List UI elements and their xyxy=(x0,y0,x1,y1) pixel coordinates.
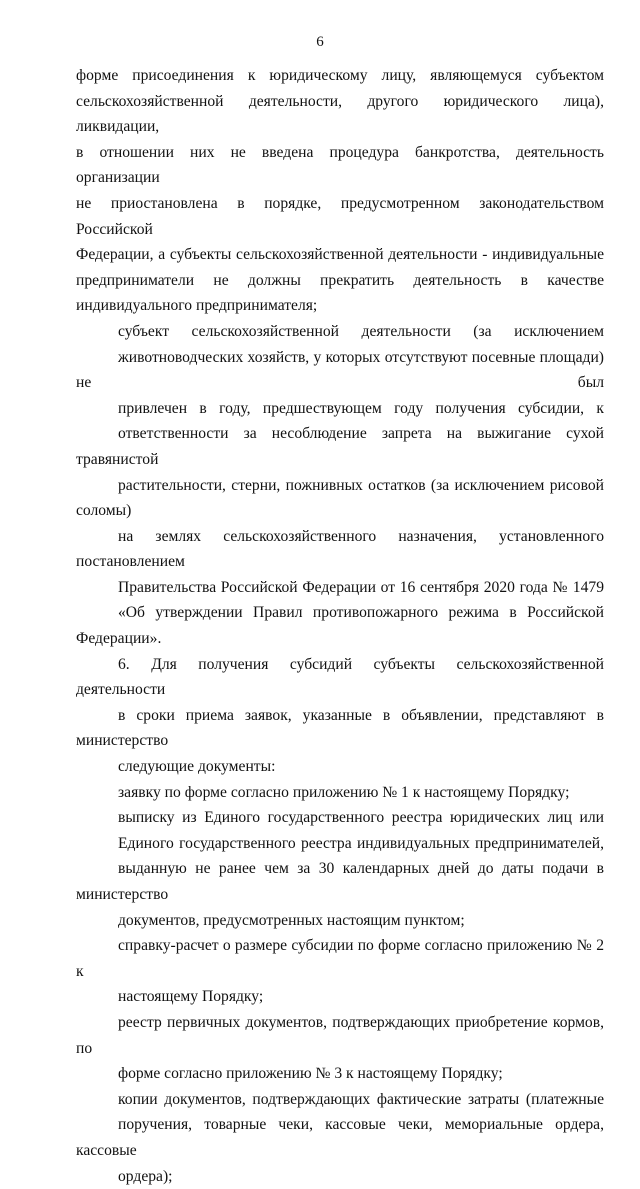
text-line: форме согласно приложению № 3 к настоящему Порядку; xyxy=(118,1065,503,1083)
paragraph xyxy=(76,319,604,652)
text-line: реестр первичных документов, подтверждающих приобретение кормов, по xyxy=(76,1013,604,1057)
text-line: предприниматели не должны прекратить деятельность в качестве xyxy=(76,271,604,289)
document-body xyxy=(76,63,604,1189)
text-line: Федерации, а субъекты сельскохозяйственной деятельности - индивидуальные xyxy=(76,246,604,264)
text-line: копии документов, подтверждающих фактические затраты (платежные xyxy=(118,1090,604,1108)
text-line: документов, предусмотренных настоящим пунктом; xyxy=(118,911,465,929)
paragraph xyxy=(76,63,604,319)
paragraph xyxy=(76,1087,604,1189)
paragraph xyxy=(76,805,604,933)
text-line: животноводческих хозяйств, у которых отсутствуют посевные площади) не был xyxy=(76,348,604,392)
text-line: не приостановлена в порядке, предусмотренном законодательством Российской xyxy=(76,194,604,238)
text-line: сельскохозяйственной деятельности, другого юридического лица), ликвидации, xyxy=(76,92,604,136)
text-line: Единого государственного реестра индивидуальных предпринимателей, xyxy=(118,834,604,852)
text-line: 6. Для получения субсидий субъекты сельскохозяйственной деятельности xyxy=(76,655,604,699)
text-line: форме присоединения к юридическому лицу, являющемуся субъектом xyxy=(76,67,604,84)
text-line: на землях сельскохозяйственного назначения, установленного постановлением xyxy=(76,527,604,571)
paragraph xyxy=(76,652,604,780)
paragraph xyxy=(76,933,604,1010)
text-line: в сроки приема заявок, указанные в объявлении, представляют в министерство xyxy=(76,706,604,750)
text-line: ордера); xyxy=(118,1167,173,1185)
text-line: выданную не ранее чем за 30 календарных дней до даты подачи в министерство xyxy=(76,860,604,903)
text-line: привлечен в году, предшествующем году получения субсидии, к xyxy=(118,399,604,417)
text-line: в отношении них не введена процедура банкротства, деятельность организации xyxy=(76,143,604,187)
text-line: Правительства Российской Федерации от 16 сентября 2020 года № 1479 xyxy=(118,578,604,596)
paragraph xyxy=(76,1010,604,1087)
text-line: поручения, товарные чеки, кассовые чеки, мемориальные ордера, кассовые xyxy=(76,1116,604,1159)
text-line: следующие документы: xyxy=(118,758,276,776)
text-line: субъект сельскохозяйственной деятельности (за исключением xyxy=(118,322,604,340)
page-number: 6 xyxy=(316,34,324,50)
text-line: заявку по форме согласно приложению № 1 к настоящему Порядку; xyxy=(118,783,570,801)
text-line: ответственности за несоблюдение запрета на выжигание сухой травянистой xyxy=(76,425,604,468)
text-line: растительности, стерни, пожнивных остатков (за исключением рисовой соломы) xyxy=(76,476,604,520)
text-line: настоящему Порядку; xyxy=(118,988,264,1006)
text-line: справку-расчет о размере субсидии по форме согласно приложению № 2 к xyxy=(76,937,604,980)
paragraph xyxy=(76,780,604,806)
text-line: «Об утверждении Правил противопожарного режима в Российской Федерации». xyxy=(76,604,604,648)
text-line: выписку из Единого государственного реестра юридических лиц или xyxy=(118,809,604,827)
text-line: индивидуального предпринимателя; xyxy=(76,297,318,315)
